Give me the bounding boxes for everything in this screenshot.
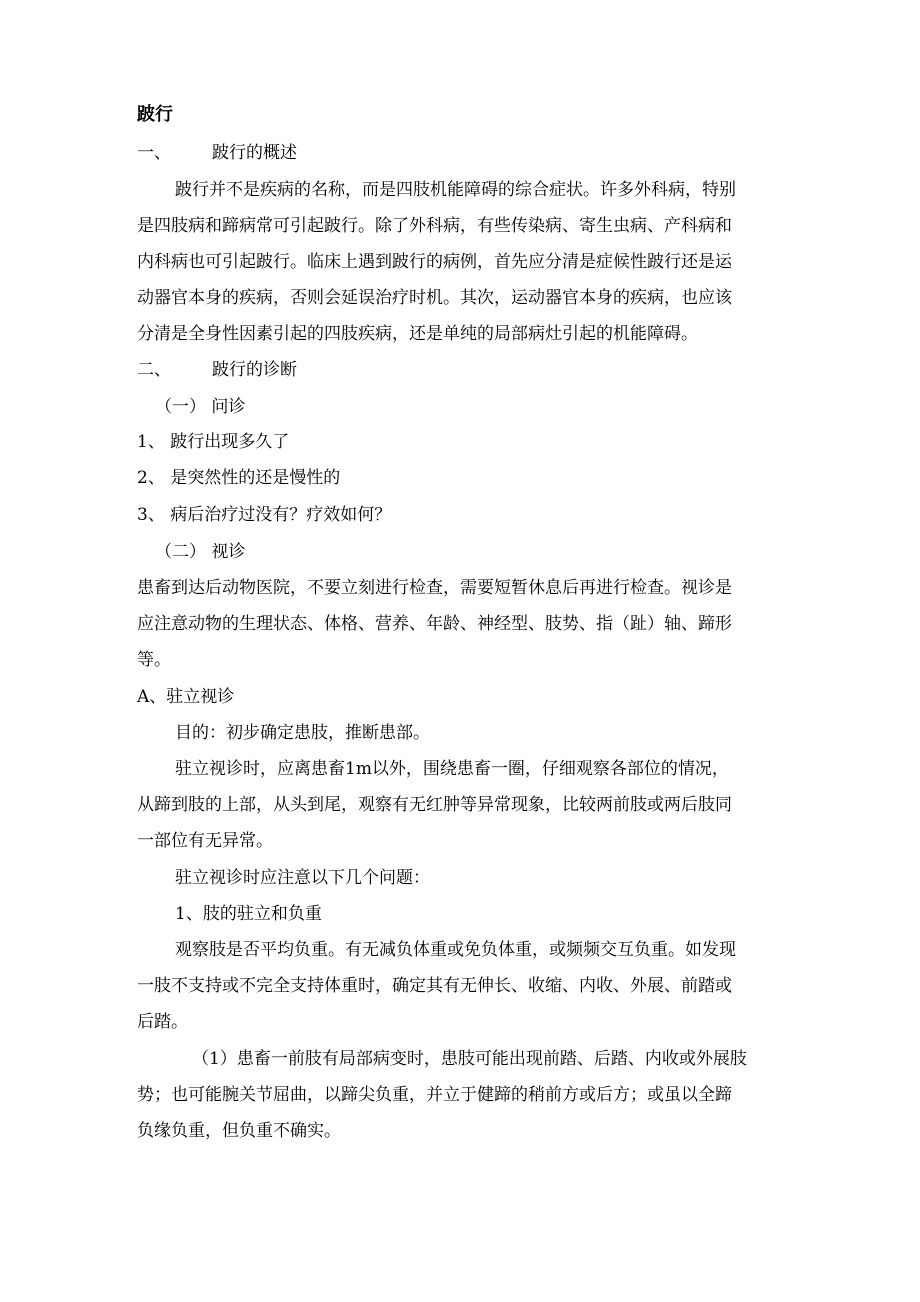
paragraph-line: 一部位有无异常。 bbox=[137, 831, 273, 851]
paragraph-line: 一肢不支持或不完全支持体重时，确定其有无伸长、收缩、内收、外展、前踏或 bbox=[137, 976, 732, 996]
list-item: 1、 跛行出现多久了 bbox=[137, 432, 290, 452]
paragraph-line: 势；也可能腕关节屈曲，以蹄尖负重，并立于健蹄的稍前方或后方；或虽以全蹄 bbox=[137, 1085, 732, 1105]
section-number: 二、 bbox=[137, 360, 171, 380]
paragraph-line: 后踏。 bbox=[137, 1012, 188, 1032]
subsection-heading-standing: A、驻立视诊 bbox=[137, 687, 235, 707]
paragraph-line: （1）患畜一前肢有局部病变时，患肢可能出现前踏、后踏、内收或外展肢 bbox=[192, 1049, 747, 1069]
section-number: 一、 bbox=[137, 143, 171, 163]
subsection-heading-inquiry: （一） 问诊 bbox=[155, 397, 246, 417]
purpose-line: 目的：初步确定患肢，推断患部。 bbox=[175, 723, 430, 743]
paragraph-line: 应注意动物的生理状态、体格、营养、年龄、神经型、肢势、指（趾）轴、蹄形 bbox=[137, 614, 732, 634]
paragraph-line: 等。 bbox=[137, 650, 171, 670]
note-line: 驻立视诊时应注意以下几个问题： bbox=[175, 868, 430, 888]
paragraph-line: 分清是全身性因素引起的四肢疾病，还是单纯的局部病灶引起的机能障碍。 bbox=[137, 324, 698, 344]
paragraph-line: 内科病也可引起跛行。临床上遇到跛行的病例，首先应分清是症候性跛行还是运 bbox=[137, 252, 732, 272]
paragraph-line: 驻立视诊时，应离患畜1m以外，围绕患畜一圈，仔细观察各部位的情况， bbox=[175, 759, 729, 779]
section-title: 跛行的概述 bbox=[212, 143, 297, 163]
document-title: 跛行 bbox=[137, 104, 173, 125]
subheading-line: 1、肢的驻立和负重 bbox=[175, 904, 322, 924]
section-title: 跛行的诊断 bbox=[212, 360, 297, 380]
list-item: 3、 病后治疗过没有？疗效如何？ bbox=[137, 505, 392, 525]
paragraph-line: 跛行并不是疾病的名称，而是四肢机能障碍的综合症状。许多外科病，特别 bbox=[175, 180, 736, 200]
paragraph-line: 负缘负重，但负重不确实。 bbox=[137, 1121, 341, 1141]
subsection-heading-inspection: （二） 视诊 bbox=[155, 542, 246, 562]
list-item: 2、 是突然性的还是慢性的 bbox=[137, 468, 341, 488]
section-heading-overview bbox=[137, 143, 797, 163]
paragraph-line: 从蹄到肢的上部，从头到尾，观察有无红肿等异常现象，比较两前肢或两后肢同 bbox=[137, 795, 732, 815]
section-heading-diagnosis bbox=[137, 360, 797, 380]
paragraph-line: 患畜到达后动物医院，不要立刻进行检查，需要短暂休息后再进行检查。视诊是 bbox=[137, 578, 732, 598]
paragraph-line: 动器官本身的疾病，否则会延误治疗时机。其次，运动器官本身的疾病，也应该 bbox=[137, 288, 732, 308]
paragraph-line: 观察肢是否平均负重。有无减负体重或免负体重，或频频交互负重。如发现 bbox=[175, 940, 736, 960]
paragraph-line: 是四肢病和蹄病常可引起跛行。除了外科病，有些传染病、寄生虫病、产科病和 bbox=[137, 216, 732, 236]
